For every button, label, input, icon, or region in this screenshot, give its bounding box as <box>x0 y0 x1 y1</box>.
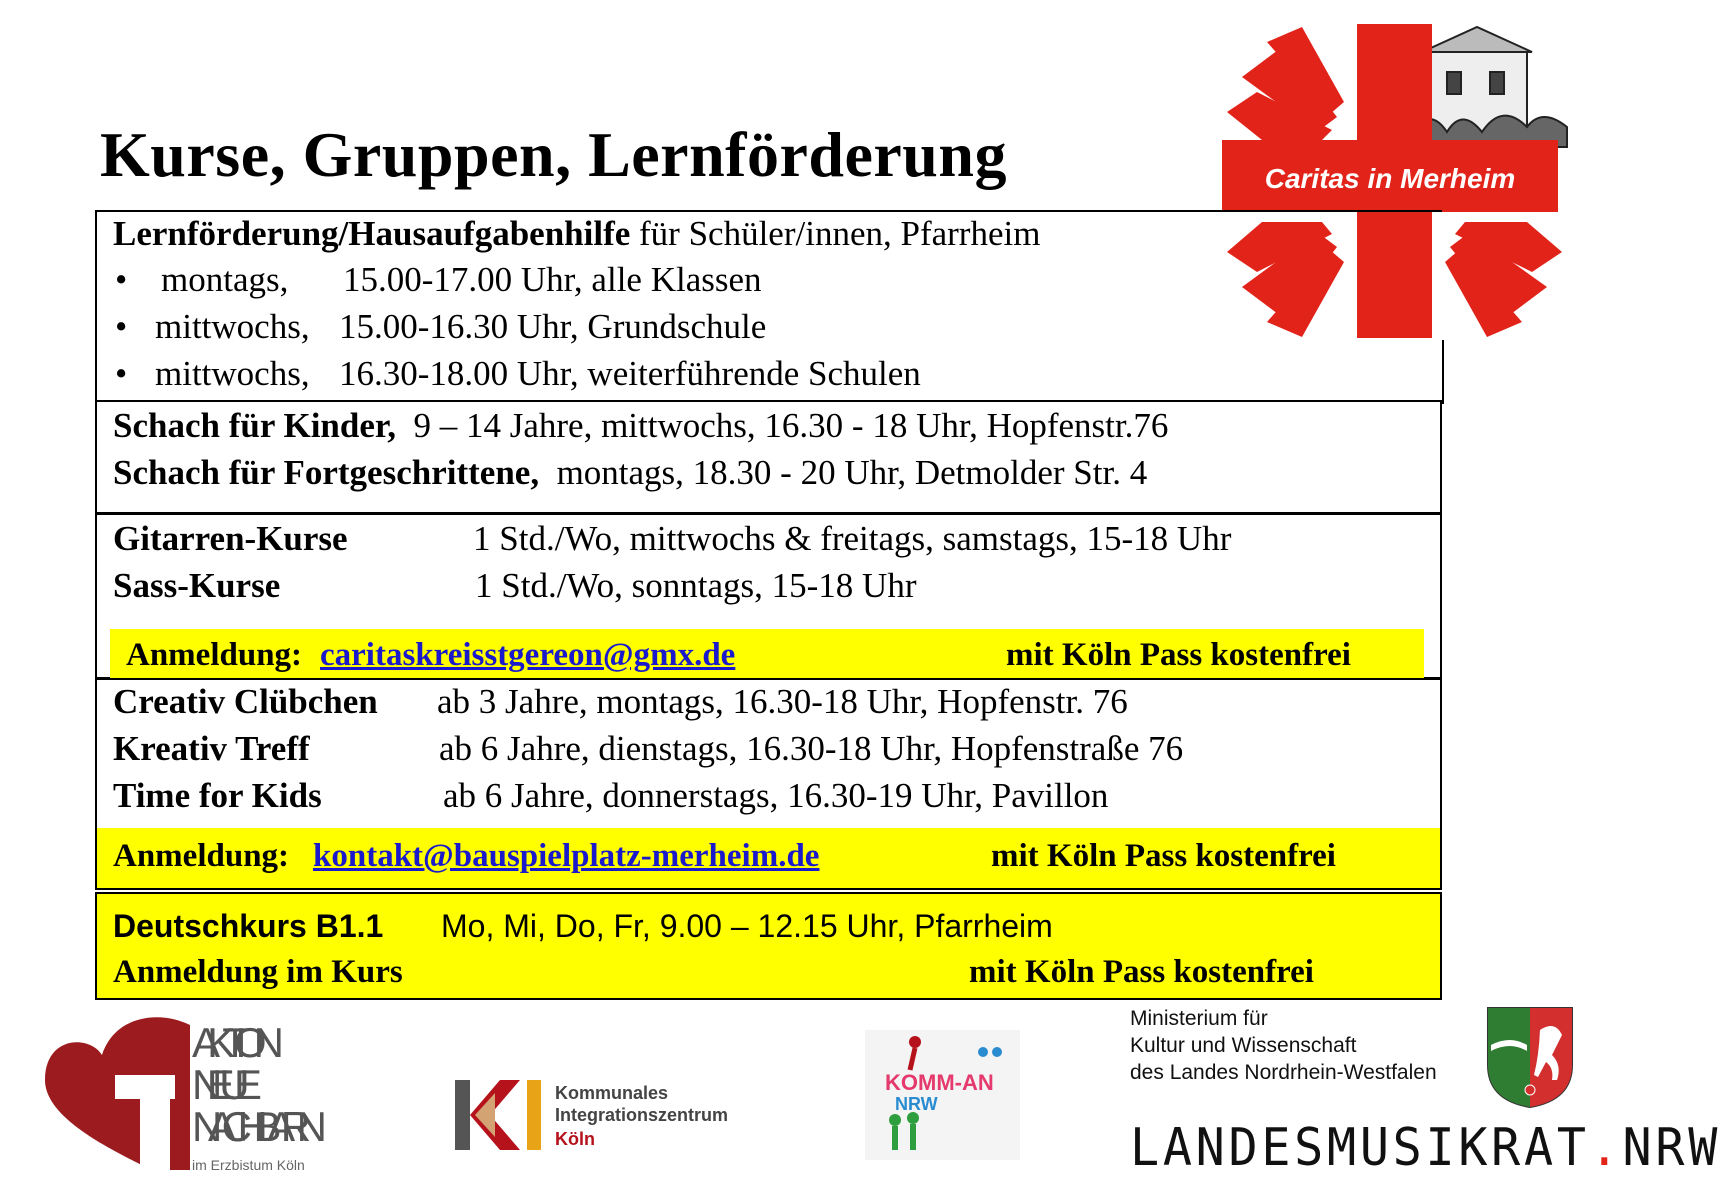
page-title: Kurse, Gruppen, Lernförderung <box>100 119 1007 190</box>
ministry-line: Kultur und Wissenschaft <box>1130 1034 1357 1057</box>
registration-label: Anmeldung: <box>126 637 303 673</box>
lernfoerderung-heading <box>113 214 1040 254</box>
bullet: • <box>115 354 128 393</box>
lern-item-1-day: montags, <box>161 260 289 299</box>
music-course-name: Gitarren-Kurse <box>113 519 348 558</box>
music-course-details: 1 Std./Wo, sonntags, 15-18 Uhr <box>475 566 917 605</box>
nrw-coat-of-arms-icon <box>1485 1005 1575 1110</box>
creativ-course-name: Creativ Clübchen <box>113 682 378 721</box>
svg-text:Kommunales: Kommunales <box>555 1083 669 1103</box>
lernfoerderung-heading-bold: Lernförderung/Hausaufgabenhilfe <box>113 214 631 253</box>
caritas-logo-text: Caritas in Merheim <box>1264 163 1516 194</box>
landesmusikrat-logo: LANDESMUSIKRAT.NRW <box>1130 1118 1721 1178</box>
deutschkurs-registration: Anmeldung im Kurs <box>113 954 403 990</box>
schach-details: montags, 18.30 - 20 Uhr, Detmolder Str. 4 <box>556 453 1148 492</box>
music-course-name: Sass-Kurse <box>113 566 281 605</box>
lern-item-3-details: 16.30-18.00 Uhr, weiterführende Schulen <box>339 354 921 393</box>
svg-text:im Erzbistum Köln: im Erzbistum Köln <box>192 1157 305 1173</box>
schach-row <box>113 453 1147 493</box>
free-note: mit Köln Pass kostenfrei <box>1006 637 1351 673</box>
music-course-details: 1 Std./Wo, mittwochs & freitags, samstags, 15-18 Uhr <box>473 519 1232 558</box>
creativ-course-name: Kreativ Treff <box>113 729 310 768</box>
bullet: • <box>115 307 128 346</box>
lernfoerderung-heading-rest: für Schüler/innen, Pfarrheim <box>630 214 1041 253</box>
lern-item-2-details: 15.00-16.30 Uhr, Grundschule <box>339 307 767 346</box>
free-note: mit Köln Pass kostenfrei <box>969 954 1314 990</box>
bullet: • <box>115 260 128 299</box>
creativ-course-name: Time for Kids <box>113 776 322 815</box>
schach-row <box>113 406 1168 446</box>
ministry-line: des Landes Nordrhein-Westfalen <box>1130 1061 1437 1084</box>
deutschkurs-details: Mo, Mi, Do, Fr, 9.00 – 12.15 Uhr, Pfarrheim <box>441 908 1053 944</box>
schach-name: Schach für Kinder, <box>113 406 396 445</box>
registration-email-link[interactable]: caritaskreisstgereon@gmx.de <box>320 637 736 673</box>
svg-text:NEUE: NEUE <box>192 1061 262 1108</box>
komm-an-nrw-logo <box>865 1030 1020 1160</box>
schach-details: 9 – 14 Jahre, mittwochs, 16.30 - 18 Uhr, Hopfenstr.76 <box>413 406 1169 445</box>
music-registration-bar <box>110 629 1424 679</box>
ministry-line: Ministerium für <box>1130 1007 1268 1030</box>
schach-section <box>95 400 1442 514</box>
ministry-text <box>1130 1005 1437 1086</box>
registration-label: Anmeldung: <box>113 838 290 874</box>
deutschkurs-section <box>95 892 1442 1000</box>
kommunales-integrationszentrum-logo <box>455 1075 795 1155</box>
creativ-section <box>95 678 1442 890</box>
svg-text:AKTION: AKTION <box>192 1019 284 1066</box>
lernfoerderung-section <box>95 210 1442 402</box>
svg-text:NACHBARN: NACHBARN <box>192 1103 327 1150</box>
creativ-course-details: ab 6 Jahre, dienstags, 16.30-18 Uhr, Hopfenstraße 76 <box>439 729 1184 768</box>
lern-item-3-day: mittwochs, <box>155 354 310 393</box>
schach-name: Schach für Fortgeschrittene, <box>113 453 540 492</box>
aktion-neue-nachbarn-logo <box>40 1015 370 1185</box>
deutschkurs-name: Deutschkurs B1.1 <box>113 908 384 944</box>
registration-email-link[interactable]: kontakt@bauspielplatz-merheim.de <box>313 838 820 874</box>
creativ-course-details: ab 6 Jahre, donnerstags, 16.30-19 Uhr, Pavillon <box>443 776 1109 815</box>
creativ-course-details: ab 3 Jahre, montags, 16.30-18 Uhr, Hopfenstr. 76 <box>437 682 1128 721</box>
svg-text:NRW: NRW <box>895 1094 938 1114</box>
creativ-registration-bar <box>97 828 1440 888</box>
music-section <box>95 513 1442 679</box>
svg-text:Köln: Köln <box>555 1129 595 1149</box>
svg-text:Integrationszentrum: Integrationszentrum <box>555 1105 729 1125</box>
lern-item-1-details: 15.00-17.00 Uhr, alle Klassen <box>343 260 762 299</box>
svg-text:KOMM-AN: KOMM-AN <box>885 1070 994 1095</box>
lern-item-2-day: mittwochs, <box>155 307 310 346</box>
free-note: mit Köln Pass kostenfrei <box>991 838 1336 874</box>
